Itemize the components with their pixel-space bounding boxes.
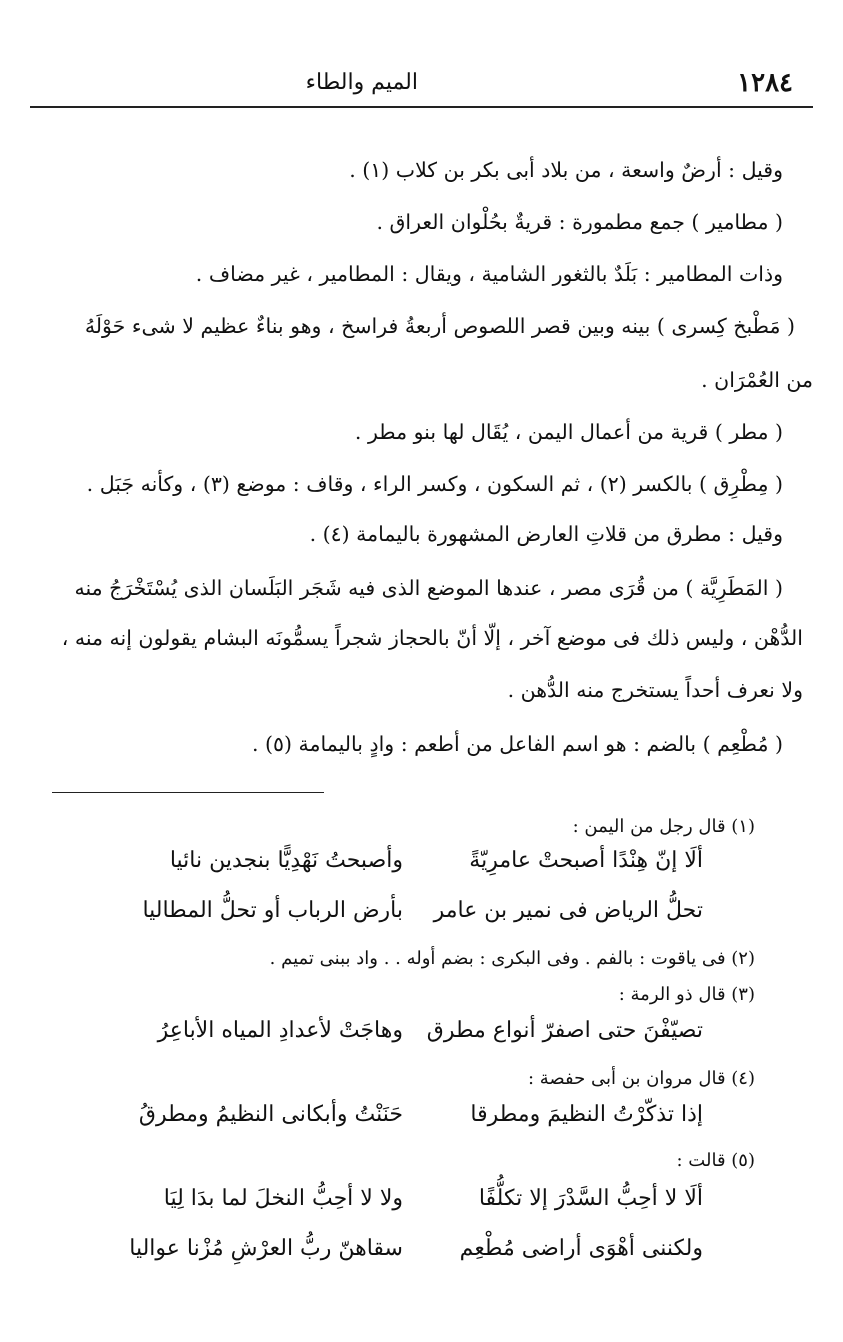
text-line: ( مِطْرِق ) بالكسر (٢) ، ثم السكون ، وكسر الراء ، وقاف : موضع (٣) ، وكأنه جَبَل . [86, 472, 783, 496]
text-line: ( مطر ) قرية من أعمال اليمن ، يُقَال لها بنو مطر . [354, 420, 783, 444]
text-line: ( المَطَرِيَّة ) من قُرَى مصر ، عندها الموضع الذى فيه شَجَر البَلَسان الذى يُسْتَخْرَجُ منه [74, 576, 783, 600]
header-rule [30, 106, 813, 108]
page-header [40, 62, 803, 104]
text-line: وقيل : أرضٌ واسعة ، من بلاد أبى بكر بن كلاب (١) . [349, 158, 783, 182]
text-line: الدُّهْن ، وليس ذلك فى موضع آخر ، إلّا أنّ بالحجاز شجراً يسمُّونَه البشام يقولون إنه منه ، [61, 626, 803, 650]
verse-hemistich: سقاهنّ ربُّ العرْشِ مُزْنا عواليا [129, 1236, 403, 1261]
verse-hemistich: إذا تذكّرْتُ النظيمَ ومطرقا [470, 1102, 703, 1127]
verse-hemistich: بأرض الرباب أو تحلُّ المطاليا [142, 898, 403, 923]
footnote-3-intro: (٣) قال ذو الرمة : [618, 984, 755, 1005]
text-line: ( مطامير ) جمع مطمورة : قريةٌ بحُلْوان العراق . [376, 210, 783, 234]
text-line: ( مُطْعِم ) بالضم : هو اسم الفاعل من أطعم : وادٍ باليمامة (٥) . [251, 732, 783, 756]
text-line: وذات المطامير : بَلَدٌ بالثغور الشامية ، ويقال : المطامير ، غير مضاف . [195, 262, 783, 286]
verse-hemistich: ألَا إنّ هِنْدًا أصبحتْ عامرِيّةً [469, 848, 703, 873]
verse-hemistich: ولكننى أهْوَى أراضى مُطْعِم [459, 1236, 703, 1261]
footnote-2: (٢) فى ياقوت : بالفم . وفى البكرى : بضم أوله . . واد ببنى تميم . [269, 948, 755, 969]
verse-hemistich: ولا لا أحِبُّ النخلَ لما بدَا لِيَا [163, 1186, 403, 1211]
verse-hemistich: ألَا لا أحِبُّ السَّدْرَ إلا تكلُّفًا [478, 1186, 703, 1211]
verse-hemistich: تصيّفْنَ حتى اصفرّ أنواع مطرق [426, 1018, 703, 1043]
text-line: ولا نعرف أحداً يستخرج منه الدُّهن . [507, 678, 803, 702]
footnote-5-intro: (٥) قالت : [676, 1150, 755, 1171]
page-number: ١٢٨٤ [737, 68, 793, 98]
verse-hemistich: وهاجَتْ لأعدادِ المياه الأباعِرُ [157, 1018, 403, 1043]
verse-hemistich: وأصبحتُ نَهْدِيًّا بنجدين نائيا [169, 848, 403, 873]
text-line: من العُمْرَان . [701, 368, 813, 392]
text-line: ( مَطْبخ كِسرى ) بينه وبين قصر اللصوص أربعةُ فراسخ ، وهو بناءٌ عظيم لا شىء حَوْلَهُ [84, 314, 795, 338]
verse-hemistich: تحلُّ الرياض فى نمير بن عامر [433, 898, 703, 923]
footnote-1-intro: (١) قال رجل من اليمن : [572, 816, 755, 837]
verse-hemistich: حَنَنْتُ وأبكانى النظيمُ ومطرقُ [138, 1102, 403, 1127]
text-line: وقيل : مطرق من قلاتِ العارض المشهورة باليمامة (٤) . [309, 522, 783, 546]
running-head: الميم والطاء [305, 70, 418, 95]
footnote-4-intro: (٤) قال مروان بن أبى حفصة : [528, 1068, 755, 1089]
footnote-rule [52, 792, 324, 793]
